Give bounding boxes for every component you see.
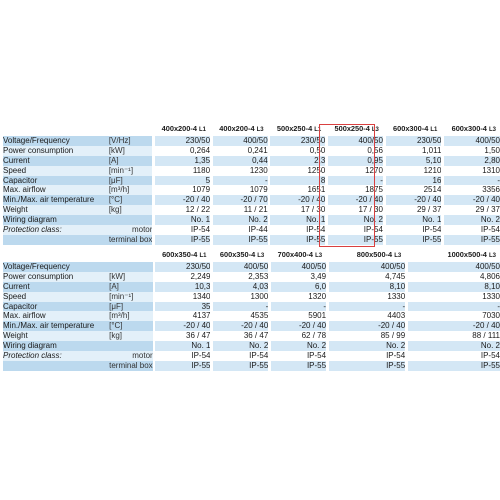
- spec-value: -20 / 40: [386, 195, 442, 205]
- spec-value: -: [444, 176, 500, 186]
- spec-value: 35: [155, 302, 210, 312]
- spec-value: IP-55: [329, 361, 405, 371]
- spec-row-voltage-frequency: [3, 136, 500, 146]
- spec-value: -: [213, 176, 268, 186]
- row-label: Current: [3, 282, 109, 292]
- spec-row-current: [3, 282, 500, 292]
- spec-row-max-airflow: [3, 311, 500, 321]
- spec-value: 0,44: [213, 156, 268, 166]
- row-label: Capacitor: [3, 302, 109, 312]
- spec-value: 2514: [386, 185, 442, 195]
- row-unit: [°C]: [109, 195, 153, 205]
- spec-value: IP-55: [386, 235, 442, 245]
- model-suffix: L3: [315, 253, 323, 259]
- spec-value: 36 / 47: [213, 331, 268, 341]
- spec-value: 5901: [271, 311, 326, 321]
- row-unit: [V/Hz]: [109, 136, 153, 146]
- spec-row-voltage-frequency: [3, 262, 500, 272]
- spec-value: 400/50: [444, 136, 500, 146]
- spec-value: 0,56: [328, 146, 383, 156]
- row-unit: [A]: [109, 282, 153, 292]
- spec-value: 2,3: [270, 156, 325, 166]
- spec-value: 1230: [213, 166, 268, 176]
- row-unit: [min⁻¹]: [109, 166, 153, 176]
- row-unit: [kg]: [109, 205, 153, 215]
- spec-value: 8,10: [408, 282, 500, 292]
- row-label: Voltage/Frequency: [3, 136, 109, 146]
- spec-value: IP-55: [213, 361, 268, 371]
- spec-value: 17 / 30: [270, 205, 325, 215]
- spec-row-protection-class: [3, 351, 500, 361]
- model-name: 1000x500-4: [447, 250, 487, 259]
- model-suffix: L3: [371, 127, 379, 133]
- spec-value: 400/50: [408, 262, 500, 272]
- model-header: [213, 124, 268, 136]
- spec-value: 8,10: [329, 282, 405, 292]
- spec-value: 230/50: [155, 136, 210, 146]
- spec-row-current: [3, 156, 500, 166]
- header-blank: [3, 250, 153, 262]
- spec-row-power-consumption: [3, 146, 500, 156]
- model-header-row: [3, 250, 500, 262]
- spec-value: 10,3: [155, 282, 210, 292]
- spec-value: 1,35: [155, 156, 210, 166]
- spec-value: 230/50: [270, 136, 325, 146]
- spec-value: No. 1: [270, 215, 325, 225]
- spec-value: 400/50: [271, 262, 326, 272]
- model-suffix: L3: [256, 127, 264, 133]
- spec-row-weight: [3, 331, 500, 341]
- spec-value: 88 / 111: [408, 331, 500, 341]
- spec-value: -: [408, 302, 500, 312]
- spec-value: 1,50: [444, 146, 500, 156]
- spec-value: 1,011: [386, 146, 442, 156]
- spec-value: No. 2: [329, 341, 405, 351]
- row-label: Current: [3, 156, 109, 166]
- model-name: 600x350-4: [219, 250, 256, 259]
- spec-value: 400/50: [328, 136, 383, 146]
- spec-value: 85 / 99: [329, 331, 405, 341]
- model-header: [213, 250, 268, 262]
- spec-value: 1079: [213, 185, 268, 195]
- spec-table-2: [3, 250, 500, 371]
- spec-row-min-max-air-temperature: [3, 321, 500, 331]
- model-suffix: L1: [314, 127, 322, 133]
- model-suffix: L3: [488, 127, 496, 133]
- spec-value: 1310: [444, 166, 500, 176]
- spec-value: No. 1: [155, 341, 210, 351]
- spec-value: -: [271, 302, 326, 312]
- spec-value: IP-55: [213, 235, 268, 245]
- model-name: 700x400-4: [277, 250, 313, 259]
- spec-value: 1079: [155, 185, 210, 195]
- row-label: [3, 361, 109, 371]
- model-name: 600x300-4: [451, 124, 487, 133]
- spec-value: No. 2: [271, 341, 326, 351]
- spec-value: 7030: [408, 311, 500, 321]
- model-suffix: L1: [199, 253, 207, 259]
- spec-row-min-max-air-temperature: [3, 195, 500, 205]
- spec-row-speed: [3, 166, 500, 176]
- spec-value: 0,264: [155, 146, 210, 156]
- row-unit: [109, 262, 153, 272]
- model-suffix: L3: [394, 253, 402, 259]
- row-label: [3, 235, 109, 245]
- spec-value: 62 / 78: [271, 331, 326, 341]
- header-blank: [3, 124, 152, 136]
- row-unit: terminal box: [109, 360, 153, 370]
- spec-value: 0,241: [213, 146, 268, 156]
- spec-row-capacitor: [3, 302, 500, 312]
- spec-value: 4403: [329, 311, 405, 321]
- model-header: [386, 124, 442, 136]
- spec-value: IP-55: [155, 235, 210, 245]
- spec-value: IP-54: [408, 351, 500, 361]
- spec-row-speed: [3, 292, 500, 302]
- spec-value: 1875: [328, 185, 383, 195]
- spec-value: 2,353: [213, 272, 268, 282]
- spec-value: 1210: [386, 166, 442, 176]
- row-unit: [μF]: [109, 176, 153, 186]
- spec-row-wiring-diagram: [3, 215, 500, 225]
- model-header-row: [3, 124, 500, 136]
- row-unit: [μF]: [109, 302, 153, 312]
- spec-value: 0,95: [328, 156, 383, 166]
- row-label: Power consumption: [3, 146, 109, 156]
- spec-value: -20 / 40: [329, 321, 405, 331]
- model-name: 500x250-4: [276, 124, 313, 133]
- spec-value: 6,0: [271, 282, 326, 292]
- model-header: [329, 250, 405, 262]
- row-label: Min./Max. air temperature: [3, 195, 109, 205]
- row-label: Protection class:: [3, 225, 109, 235]
- spec-value: IP-54: [329, 351, 405, 361]
- spec-value: No. 1: [155, 215, 210, 225]
- spec-value: 4137: [155, 311, 210, 321]
- spec-value: 4,745: [329, 272, 405, 282]
- spec-value: -20 / 40: [328, 195, 383, 205]
- spec-value: 1250: [270, 166, 325, 176]
- spec-value: 400/50: [329, 262, 405, 272]
- model-name: 500x250-4: [334, 124, 370, 133]
- model-header: [271, 250, 326, 262]
- row-label: Power consumption: [3, 272, 109, 282]
- spec-value: No. 2: [444, 215, 500, 225]
- spec-value: No. 2: [408, 341, 500, 351]
- spec-row-wiring-diagram: [3, 341, 500, 351]
- spec-value: 5: [155, 176, 210, 186]
- model-suffix: L1: [199, 127, 207, 133]
- row-unit: [m³/h]: [109, 185, 153, 195]
- model-suffix: L3: [257, 253, 265, 259]
- model-name: 600x350-4: [162, 250, 198, 259]
- spec-row-weight: [3, 205, 500, 215]
- model-header: [155, 124, 210, 136]
- spec-value: 12 / 22: [155, 205, 210, 215]
- spec-value: IP-54: [271, 351, 326, 361]
- spec-value: -20 / 40: [444, 195, 500, 205]
- spec-value: 3356: [444, 185, 500, 195]
- row-label: Weight: [3, 331, 109, 341]
- spec-value: 2,80: [444, 156, 500, 166]
- model-name: 600x300-4: [392, 124, 429, 133]
- spec-value: -: [213, 302, 268, 312]
- spec-value: No. 1: [386, 215, 442, 225]
- row-unit: [kW]: [109, 146, 153, 156]
- spec-value: 400/50: [213, 262, 268, 272]
- spec-table-1: [3, 124, 500, 245]
- row-unit: [m³/h]: [109, 311, 153, 321]
- spec-row-max-airflow: [3, 185, 500, 195]
- spec-value: 5,10: [386, 156, 442, 166]
- spec-value: -20 / 40: [271, 321, 326, 331]
- row-label: Speed: [3, 292, 109, 302]
- row-unit: terminal box: [108, 234, 153, 244]
- row-unit: [kW]: [109, 272, 153, 282]
- row-unit: motor: [109, 225, 153, 235]
- spec-value: -20 / 40: [270, 195, 325, 205]
- spec-value: 8: [270, 176, 325, 186]
- row-unit: [109, 215, 153, 225]
- spec-value: 17 / 30: [328, 205, 383, 215]
- spec-value: IP-55: [408, 361, 500, 371]
- spec-row-protection-class: [3, 225, 500, 235]
- spec-value: 16: [386, 176, 442, 186]
- spec-row-capacitor: [3, 176, 500, 186]
- spec-value: -20 / 70: [213, 195, 268, 205]
- spec-value: -20 / 40: [213, 321, 268, 331]
- spec-value: IP-55: [271, 361, 326, 371]
- spec-value: IP-54: [386, 225, 442, 235]
- spec-value: IP-55: [155, 361, 210, 371]
- spec-value: IP-54: [444, 225, 500, 235]
- model-header: [328, 124, 383, 136]
- row-unit: [kg]: [109, 331, 153, 341]
- spec-value: -: [328, 176, 383, 186]
- row-label: Weight: [3, 205, 109, 215]
- spec-value: 230/50: [155, 262, 210, 272]
- spec-value: -20 / 40: [155, 195, 210, 205]
- model-name: 800x500-4: [356, 250, 393, 259]
- row-label: Min./Max. air temperature: [3, 321, 109, 331]
- row-label: Speed: [3, 166, 109, 176]
- row-unit: motor: [109, 351, 153, 361]
- row-unit: [min⁻¹]: [109, 292, 153, 302]
- spec-value: IP-54: [155, 351, 210, 361]
- spec-value: 11 / 21: [213, 205, 268, 215]
- spec-value: 1340: [155, 292, 210, 302]
- spec-value: No. 2: [213, 215, 268, 225]
- spec-value: 1330: [408, 292, 500, 302]
- spec-row-terminal-box: [3, 361, 500, 371]
- spec-value: 29 / 37: [444, 205, 500, 215]
- spec-row-terminal-box: [3, 235, 500, 245]
- spec-value: -: [329, 302, 405, 312]
- spec-value: 1320: [271, 292, 326, 302]
- row-unit: [°C]: [109, 321, 153, 331]
- spec-value: 1300: [213, 292, 268, 302]
- spec-value: -20 / 40: [408, 321, 500, 331]
- spec-value: 400/50: [213, 136, 268, 146]
- spec-value: 0,50: [270, 146, 325, 156]
- row-label: Max. airflow: [3, 185, 109, 195]
- spec-value: 1270: [328, 166, 383, 176]
- spec-value: 1651: [270, 185, 325, 195]
- spec-value: IP-55: [444, 235, 500, 245]
- spec-value: 36 / 47: [155, 331, 210, 341]
- model-header: [155, 250, 210, 262]
- spec-value: IP-44: [213, 225, 268, 235]
- model-name: 400x200-4: [161, 124, 197, 133]
- row-label: Protection class:: [3, 351, 109, 361]
- spec-row-power-consumption: [3, 272, 500, 282]
- row-label: Voltage/Frequency: [3, 262, 109, 272]
- spec-value: 29 / 37: [386, 205, 442, 215]
- spec-value: 4535: [213, 311, 268, 321]
- spec-value: 4,806: [408, 272, 500, 282]
- spec-value: No. 2: [328, 215, 383, 225]
- spec-value: IP-55: [328, 235, 383, 245]
- spec-value: IP-55: [270, 235, 325, 245]
- model-header: [270, 124, 325, 136]
- spec-value: 1330: [329, 292, 405, 302]
- row-label: Max. airflow: [3, 311, 109, 321]
- row-label: Wiring diagram: [3, 215, 109, 225]
- spec-value: IP-54: [270, 225, 325, 235]
- spec-value: 230/50: [386, 136, 442, 146]
- spec-value: 4,03: [213, 282, 268, 292]
- spec-value: No. 2: [213, 341, 268, 351]
- row-unit: [109, 341, 153, 351]
- model-suffix: L3: [488, 253, 496, 259]
- row-label: Capacitor: [3, 176, 109, 186]
- spec-value: 1180: [155, 166, 210, 176]
- model-header: [408, 250, 500, 262]
- model-header: [444, 124, 500, 136]
- spec-value: 2,249: [155, 272, 210, 282]
- spec-value: IP-54: [213, 351, 268, 361]
- spec-value: IP-54: [155, 225, 210, 235]
- spec-value: IP-54: [328, 225, 383, 235]
- model-suffix: L1: [430, 127, 438, 133]
- row-unit: [A]: [109, 156, 153, 166]
- model-name: 400x200-4: [219, 124, 255, 133]
- row-label: Wiring diagram: [3, 341, 109, 351]
- spec-value: 3,49: [271, 272, 326, 282]
- spec-value: -20 / 40: [155, 321, 210, 331]
